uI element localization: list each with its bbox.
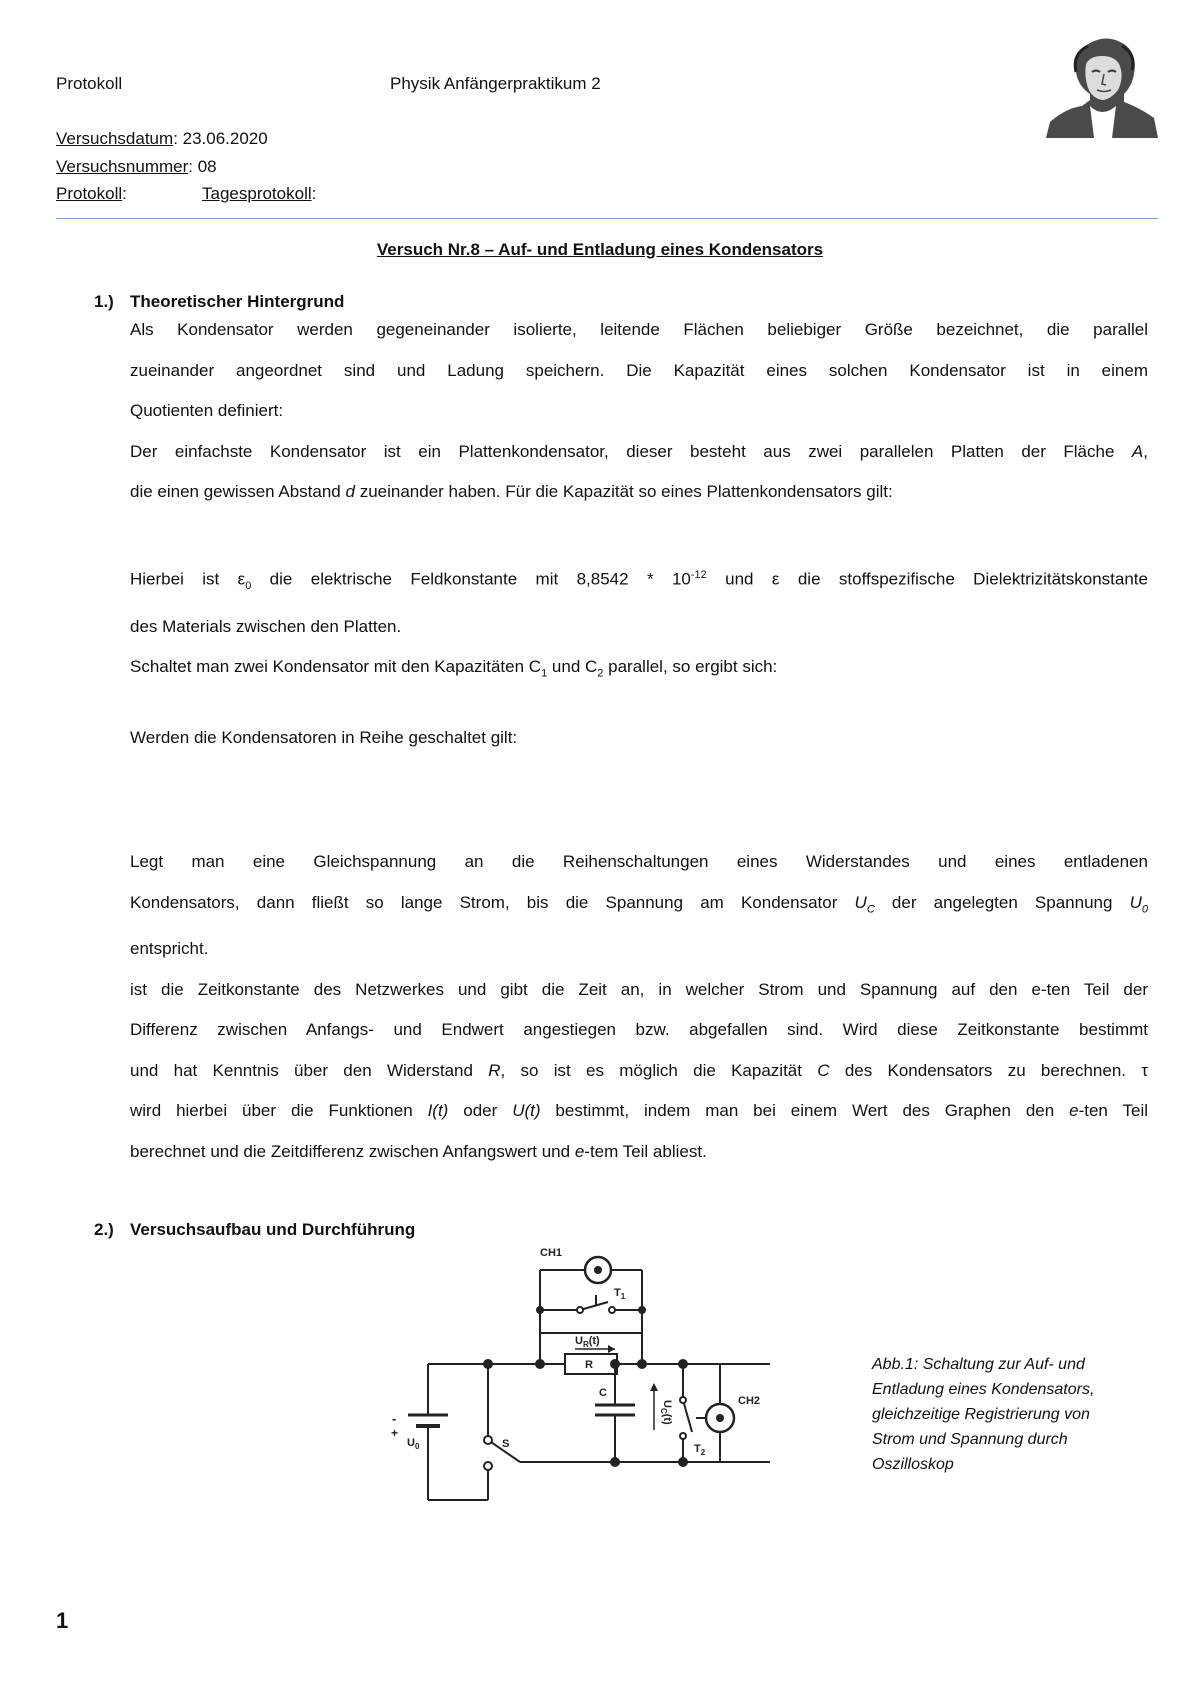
caption-line-3: gleichzeitige Registrierung von — [872, 1406, 1090, 1423]
p6-l5a: berechnet und die Zeitdifferenz zwischen Anfangswert und — [130, 1141, 575, 1161]
section2-heading: Versuchsaufbau und Durchführung — [130, 1220, 416, 1239]
versuchsdatum-value: : 23.06.2020 — [173, 129, 268, 148]
paragraph-2 — [130, 555, 1148, 694]
p1-line-5-text: die einen gewissen Abstand — [130, 482, 346, 501]
p5-u0-sub: 0 — [1141, 902, 1149, 915]
p6-e2: e — [574, 1141, 585, 1161]
label-u0: $U_0$ — [407, 1437, 420, 1451]
p5-line-3: entspricht. — [130, 939, 209, 959]
protokoll-label: Protokoll — [56, 184, 123, 203]
p6-line-2: Differenz zwischen Anfangs- und Endwert angestiegen bzw. abgefallen sind. Wird diese Zeitkonstante bestimmt — [130, 1020, 1148, 1040]
p6-c: C — [817, 1060, 830, 1080]
p6-l4b: oder — [448, 1101, 513, 1121]
circuit-diagram — [370, 1240, 840, 1520]
symbol-d: d — [345, 482, 355, 501]
p6-l4a: wird hierbei über die Funktionen — [130, 1101, 428, 1121]
p5-line-1: Legt man eine Gleichspannung an die Reihenschaltungen eines Widerstandes und eines entladenen — [130, 852, 1148, 871]
label-ch1: CH1 — [540, 1247, 563, 1259]
label-minus: - — [392, 1411, 397, 1426]
p1-line-4-text: Der einfachste Kondensator ist ein Plattenkondensator, dieser besteht aus zwei parallelen Platten der Fläche — [130, 441, 1132, 461]
caption-line-1: Abb.1: Schaltung zur Auf- und — [872, 1356, 1085, 1373]
page-title: Versuch Nr.8 – Auf- und Entladung eines Kondensators — [376, 240, 824, 259]
p1-line-5 — [130, 472, 1148, 513]
p2-sub0: 0 — [245, 580, 252, 593]
p6-l4c: bestimmt, indem man bei einem Wert des Graphen den — [540, 1101, 1070, 1121]
paragraph-5 — [130, 842, 1148, 1172]
section2-number: 2.) — [94, 1220, 114, 1239]
p3-b: und C — [547, 657, 598, 677]
p1-line-2: zueinander angeordnet sind und Ladung speichern. Die Kapazität eines solchen Kondensator ist in einem — [130, 360, 1148, 380]
p6-line-1: ist die Zeitkonstante des Netzwerkes und gibt die Zeit an, in welcher Strom und Spannung auf den e-ten Teil der — [130, 979, 1148, 999]
p6-l3a: und hat Kenntnis über den Widerstand — [130, 1060, 489, 1080]
p6-it: I(t) — [427, 1101, 449, 1121]
p5-uc: U — [854, 892, 867, 912]
label-t2: $T_2$ — [694, 1443, 706, 1457]
p6-line-4 — [130, 1091, 1148, 1132]
p1-line-3: Quotienten definiert: — [130, 401, 284, 420]
p6-ut: U(t) — [512, 1101, 541, 1121]
section1-heading: Theoretischer Hintergrund — [130, 292, 345, 311]
p5-uc-sub: C — [866, 902, 875, 915]
p6-l3b: , so ist es möglich die Kapazität — [500, 1060, 818, 1080]
versuchsdatum-label: Versuchsdatum — [56, 129, 174, 148]
tagesprotokoll-colon: : — [311, 184, 317, 203]
page-number: 1 — [56, 1608, 69, 1633]
p5-u0: U — [1129, 892, 1142, 912]
paragraph-4: Werden die Kondensatoren in Reihe geschaltet gilt: — [130, 728, 518, 747]
p2-a: Hierbei ist ε — [130, 569, 246, 589]
p2-c: und ε die stoffspezifische Dielektrizitätskonstante — [706, 569, 1148, 589]
section1-number: 1.) — [94, 292, 114, 311]
protokoll-colon: : — [122, 184, 127, 203]
p5-line-2 — [130, 883, 1148, 930]
p3-a: Schaltet man zwei Kondensator mit den Kapazitäten C — [130, 657, 542, 677]
caption-line-5: Oszilloskop — [872, 1456, 954, 1473]
figure-caption — [872, 1352, 1152, 1477]
p1-line-5-rest: zueinander haben. Für die Kapazität so eines Plattenkondensators gilt: — [354, 482, 893, 501]
tagesprotokoll-label: Tagesprotokoll — [202, 184, 312, 203]
p2-line-1 — [130, 555, 1148, 607]
p6-l4d: -ten Teil — [1078, 1101, 1148, 1121]
p1-line-1: Als Kondensator werden gegeneinander isolierte, leitende Flächen beliebiger Größe bezeichnet, die parallel — [130, 320, 1148, 339]
p5-l2b: der angelegten Spannung — [874, 892, 1130, 912]
symbol-A: A — [1131, 441, 1144, 461]
label-ch2: CH2 — [738, 1395, 761, 1407]
p2-line-2: des Materials zwischen den Platten. — [130, 616, 402, 636]
p3-c: parallel, so ergibt sich: — [603, 657, 778, 677]
goethe-logo — [1046, 34, 1158, 138]
versuchsnummer-label: Versuchsnummer — [56, 157, 189, 176]
p2-b: die elektrische Feldkonstante mit 8,8542 * 10 — [251, 569, 691, 589]
versuchsnummer — [56, 157, 217, 177]
p5-l2a: Kondensators, dann fließt so lange Strom, bis die Spannung am Kondensator — [130, 892, 855, 912]
p6-l3c: des Kondensators zu berechnen. τ — [829, 1060, 1148, 1080]
p2-exp: -12 — [690, 569, 707, 581]
p6-line-5 — [130, 1132, 1148, 1173]
header-divider — [56, 218, 1158, 219]
p3-sub1: 1 — [541, 667, 548, 680]
p6-l5b: -tem Teil abliest. — [584, 1141, 707, 1161]
versuchsnummer-value: : 08 — [188, 157, 217, 176]
label-s: S — [502, 1438, 510, 1450]
p3-sub2: 2 — [597, 667, 604, 680]
label-ur: $U_R(t)$ — [575, 1335, 600, 1349]
header-center: Physik Anfängerpraktikum 2 — [390, 74, 601, 93]
paragraph-1 — [130, 310, 1148, 513]
label-r: R — [585, 1359, 593, 1371]
p1-line-4 — [130, 432, 1148, 473]
symbol-A-comma: , — [1143, 441, 1148, 461]
label-plus: + — [391, 1426, 399, 1440]
protokoll-row — [56, 184, 127, 204]
p6-e1: e — [1069, 1101, 1079, 1121]
tagesprotokoll-row — [202, 184, 316, 204]
label-t1: $T_1$ — [614, 1287, 626, 1301]
label-uc: $U_C(t)$ — [659, 1400, 673, 1425]
versuchsdatum — [56, 129, 268, 149]
p6-r: R — [488, 1060, 501, 1080]
p6-line-3 — [130, 1051, 1148, 1092]
caption-line-4: Strom und Spannung durch — [872, 1431, 1068, 1448]
p3-line — [130, 647, 1148, 694]
label-c: C — [599, 1387, 607, 1399]
header-left: Protokoll — [56, 74, 123, 93]
caption-line-2: Entladung eines Kondensators, — [872, 1381, 1095, 1398]
